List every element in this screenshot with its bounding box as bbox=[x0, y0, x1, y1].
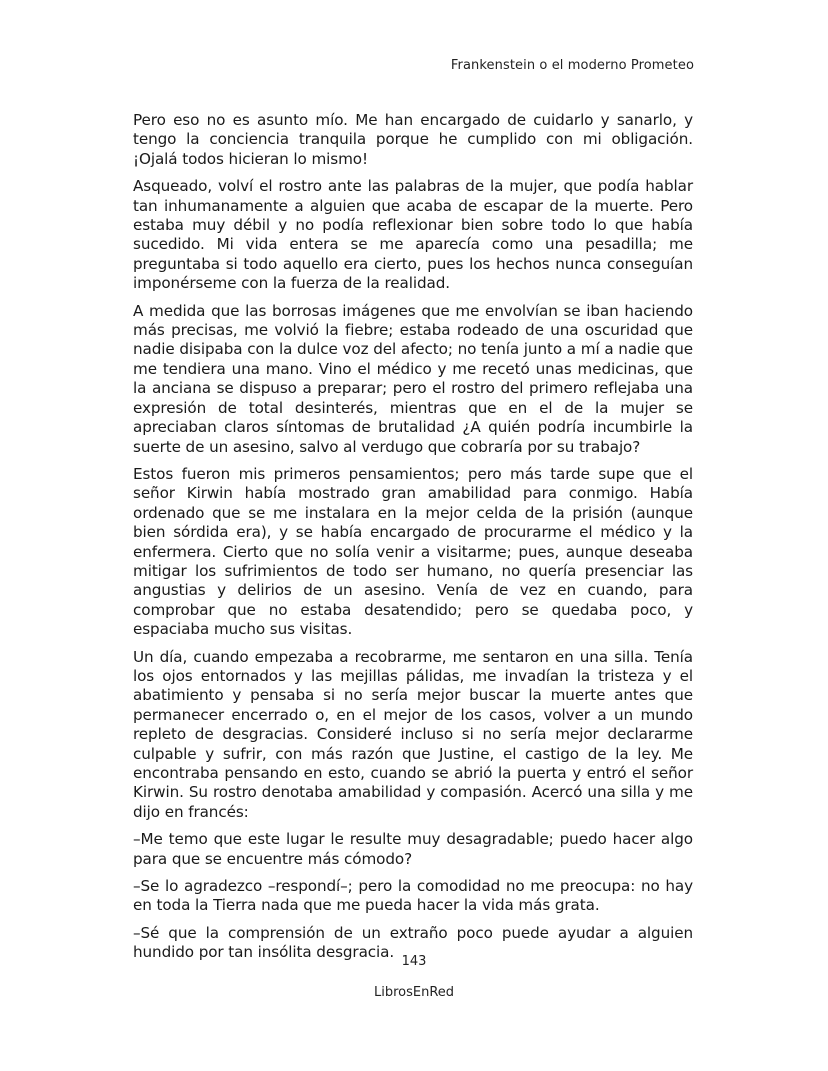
paragraph-5: Un día, cuando empezaba a recobrarme, me sentaron en una silla. Tenía los ojos entornados y las mejillas pálidas, me invadían la tristeza y el abatimiento y pensaba si no sería mejor buscar la muerte antes que permanecer encerrado o, en el mejor de los casos, volver a un mundo repleto de desgracias. Consideré incluso si no sería mejor declararme culpable y sufrir, con más razón que Justine, el castigo de la ley. Me encontraba pensando en esto, cuando se abrió la puerta y entró el señor Kirwin. Su rostro denotaba amabilidad y compasión. Acercó una silla y me dijo en francés: bbox=[133, 647, 693, 821]
body-text bbox=[133, 111, 693, 971]
paragraph-1: Pero eso no es asunto mío. Me han encargado de cuidarlo y sanarlo, y tengo la conciencia tranquila porque he cumplido con mi obligación. ¡Ojalá todos hicieran lo mismo! bbox=[133, 111, 693, 168]
paragraph-3: A medida que las borrosas imágenes que me envolvían se iban haciendo más precisas, me volvió la fiebre; estaba rodeado de una oscuridad que nadie disipaba con la dulce voz del afecto; no tenía junto a mí a nadie que me tendiera una mano. Vino el médico y me recetó unas medicinas, que la anciana se dispuso a preparar; pero el rostro del primero reflejaba una expresión de total desinterés, mientras que en el de la mujer se apreciaban claros síntomas de brutalidad ¿A quién podría incumbirle la suerte de un asesino, salvo al verdugo que cobraría por su trabajo? bbox=[133, 301, 693, 456]
dialogue-line-1: –Me temo que este lugar le resulte muy desagradable; puedo hacer algo para que se encuentre más cómodo? bbox=[133, 830, 693, 868]
running-header-title: Frankenstein o el moderno Prometeo bbox=[450, 58, 694, 73]
paragraph-2: Asqueado, volví el rostro ante las palabras de la mujer, que podía hablar tan inhumanamente a alguien que acaba de escapar de la muerte. Pero estaba muy débil y no podía reflexionar bien sobre todo lo que había sucedido. Mi vida entera se me aparecía como una pesadilla; me preguntaba si todo aquello era cierto, pues los hechos nunca conseguían imponérseme con la fuerza de la realidad. bbox=[133, 177, 693, 293]
dialogue-line-2: –Se lo agradezco –respondí–; pero la comodidad no me preocupa: no hay en toda la Tierra nada que me pueda hacer la vida más grata. bbox=[133, 877, 693, 915]
publisher-footer: LibrosEnRed bbox=[373, 985, 455, 1000]
dialogue-line-3: –Sé que la comprensión de un extraño poco puede ayudar a alguien hundido por tan insólita desgracia. bbox=[133, 923, 693, 962]
paragraph-4: Estos fueron mis primeros pensamientos; pero más tarde supe que el señor Kirwin había mostrado gran amabilidad para conmigo. Había ordenado que se me instalara en la mejor celda de la prisión (aunque bien sórdida era), y se había encargado de procurarme el médico y la enfermera. Cierto que no solía venir a visitarme; pues, aunque deseaba mitigar los sufrimientos de todo ser humano, no quería presenciar las angustias y delirios de un asesino. Venía de vez en cuando, para comprobar que no estaba desatendido; pero se quedaba poco, y espaciaba mucho sus visitas. bbox=[133, 464, 693, 639]
page-number: 143 bbox=[401, 954, 427, 969]
